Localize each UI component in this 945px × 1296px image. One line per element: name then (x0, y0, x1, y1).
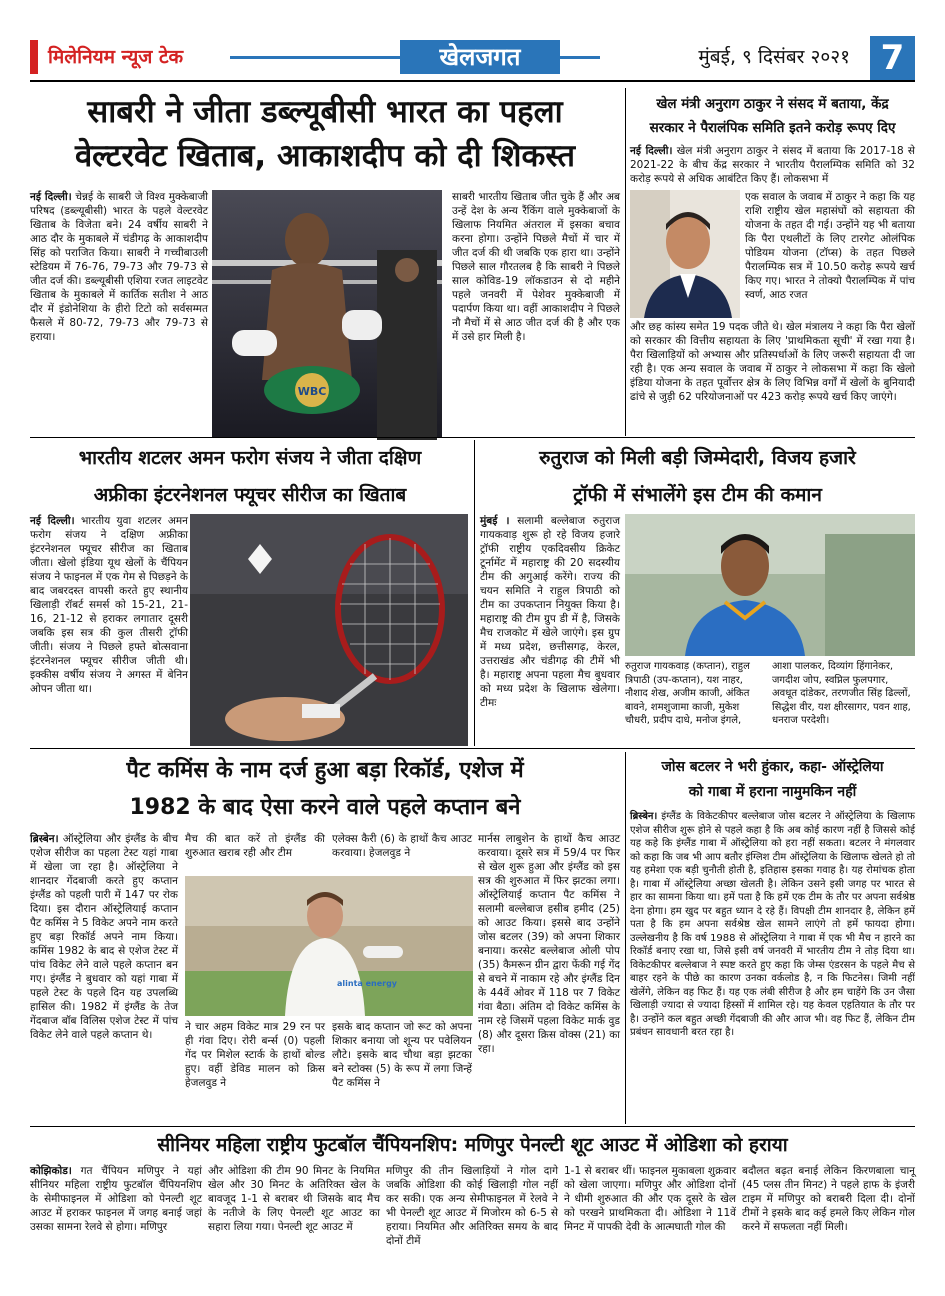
section-divider (30, 437, 915, 438)
anurag-rest: और छह कांस्य समेत 19 पदक जीते थे। खेल मंत्रालय ने कहा कि पैरा खेलों को सरकार की वित्तीय सहायता के लिए 'प्राथमिकता सूची' में रखा गया है। पैरा खिलाड़ियों को अभ्यास और प्रतिस्पर्धाओं के लिए जरूरी सहायता दी जा रही है। एक अन्य सवाल के जवाब में ठाकुर ने लोकसभा में कहा कि खेलो इंडिया योजना के तहत पूर्वोत्तर क्षेत्र के लिए विभिन्न वर्गों में खेलों के बुनियादी ढांचे से जुड़ी 62 परियोजनाओं पर 423 करोड़ रूपये खर्च किए जाएंगे। (630, 321, 915, 403)
masthead-rule (560, 56, 600, 59)
sabri-col1 (30, 190, 208, 434)
sabri-photo (212, 190, 442, 438)
ruturaj-body (480, 514, 620, 744)
cummins-col3-bottom: इसके बाद कप्तान जो रूट को अपना शिकार बनाया जो शून्य पर पवेलियन लौटे। इसके बाद चौथा बड़ा झटका बने स्टोक्स (5) के रूप में लगा जिन्हें पैट कमिंस ने (332, 1021, 472, 1089)
buttler-headline (630, 755, 915, 805)
cummins-photo (185, 876, 473, 1016)
article-text: चेन्नई के साबरी जे विश्व मुक्केबाजी परिषद (डब्ल्यूबीसी) भारत के पहले वेल्टरवेट खिताब के विजेता बने। 24 वर्षीय साबरी ने आठ दौर के मुकाबले में चंडीगढ़ के आकाशदीप सिंह को पराजित किया। साबरी ने गच्चीबाउली स्टेडियम में 76-76, 79-73 और 79-73 से जीत दर्ज की। डब्ल्यूबीसी एशिया रजत लाइटवेट खिताब के मुकाबले में कार्तिक सतीश ने आठ दौर में इंडोनेशिया के हीरो टिटो को सर्वसम्मत फैसले में 80-72, 79-73 और 79-73 से हराया। (30, 191, 208, 343)
aman-headline (30, 440, 470, 514)
dateline: नई दिल्ली। (30, 515, 75, 527)
masthead-rule (230, 56, 400, 59)
ruturaj-photo (625, 514, 915, 656)
headline-line: 1982 के बाद ऐसा करने वाले पहले कप्तान बने (129, 795, 521, 820)
article-text: गत चैंपियन मणिपुर ने यहां सीनियर महिला राष्ट्रीय फुटबॉल चैंपियनशिप के सेमीफाइनल में ओडिशा को पेनल्टी शूट आउट में हराकर फाइनल में जगह बनाई जहां उसका सामना रेलवे से होगा। मणिपुर (30, 1165, 203, 1233)
buttler-body (630, 810, 915, 1122)
football-col3: मणिपुर की तीन खिलाड़ियों ने गोल दागे जबकि ओडिशा की कोई खिलाड़ी गोल नहीं कर सकी। एक अन्य सेमीफाइनल में रेलवे ने भी पेनल्टी शूट आउट में मिजोरम को 6-5 से हराया। नियमित और अतिरिक्त समय के बाद दोनों टीमें (386, 1165, 558, 1247)
dateline: ब्रिस्बेन। (30, 833, 59, 845)
article-text: सलामी बल्लेबाज रुतुराज गायकवाड़ शुरू हो रहे विजय हजारे ट्रॉफी राष्ट्रीय एकदिवसीय क्रिकेट टूर्नामेंट में महाराष्ट्र की 20 सदस्यीय टीम की अगुआई करेंगे। राज्य की चयन समिति ने राहुल त्रिपाठी को टीम का उपकप्तान नियुक्त किया है। महाराष्ट्र की टीम ग्रुप डी में है, जिसके मैच राजकोट में खेले जाएंगे। इस ग्रुप में मध्य प्रदेश, छत्तीसगढ़, केरल, उत्तराखंड और चंडीगढ़ की टीमें भी है। महाराष्ट्र अपना पहला मैच बुधवार को मध्य प्रदेश के खिलाफ खेलेगा। टीमः (480, 515, 620, 709)
minister-photo (630, 190, 740, 318)
page-number: 7 (870, 36, 915, 80)
column-divider (625, 752, 626, 1124)
cummins-headline (30, 752, 620, 826)
headline-line: साबरी ने जीता डब्ल्यूबीसी भारत का पहला (87, 94, 563, 130)
football-col2: और ओडिशा की टीम 90 मिनट के नियमित खेल और 30 मिनट के अतिरिक्त खेल के बावजूद 1-1 से बराबर थी जिसके बाद मैच के नतीजे के लिए पेनल्टी शूट आउट का सहारा लिया गया। पेनल्टी शूट आउट में (208, 1165, 380, 1233)
section-divider (30, 748, 915, 749)
article-text: खेल मंत्री अनुराग ठाकुर ने संसद में बताया कि 2017-18 से 2021-22 के बीच केंद्र सरकार ने भारतीय पैरालम्पिक समिति को 32 करोड़ रूपये से अधिक आबंटित किए हैं। लोकसभा में (630, 145, 915, 185)
dateline: नई दिल्ली। (630, 145, 673, 157)
ruturaj-caption-1: रुतुराज गायकवाड़ (कप्तान), राहुल त्रिपाठी (उप-कप्तान), यश नाहर, नौशाद शेख, अजीम काजी, अंकित बावने, शमशुजामा काजी, मुकेश चौधरी, प्रदीप दाधे, मनोज इंगले, (625, 661, 750, 726)
dateline: नई दिल्ली। (30, 191, 72, 203)
cummins-col1 (30, 832, 178, 1124)
article-text: ऑस्ट्रेलिया और इंग्लैंड के बीच एशेज सीरीज का पहला टेस्ट यहां गाबा में खेला जा रहा है। ऑस्ट्रेलिया ने शानदार गेंदबाजी करते हुए कप्तान इंग्लैंड को पहली पारी में 147 पर रोक दिया। इस दौरान ऑस्ट्रेलियाई कप्तान पैट कमिंस ने 5 विकेट अपने नाम करते हुए बड़ा रिकॉर्ड अपने नाम किया। कमिंस 1982 के बाद से एशेज टेस्ट में पांच विकेट लेने वाले पहले कप्तान बन गए। इंग्लैंड ने बुधवार को यहां गाबा में पहले टेस्ट के पहले दिन यह उपलब्धि हासिल की। 1982 में इंग्लैंड के तेज गेंदबाज बॉब विलिस एशेज टेस्ट में पांच विकेट लेने वाले पहले कप्तान थे। (30, 833, 178, 1041)
anurag-side: एक सवाल के जवाब में ठाकुर ने कहा कि यह राशि राष्ट्रीय खेल महासंघों को सहायता की योजना के तहत दी गई। उन्होंने यह भी बताया कि पैरा एथलीटों के लिए टारगेट ओलंपिक पोडियम योजना (टॉप्स) के तहत पिछले पैरालम्पिक सत्र में 10.50 करोड़ रूपये खर्च किए गए। भारत ने तोक्यो पैरालम्पिक में पांच स्वर्ण, आठ रजत (745, 191, 915, 301)
jersey-logo: alinta energy (337, 979, 398, 988)
cummins-col2-top: मैच की बात करें तो इंग्लैंड की शुरुआत खराब रही और टीम (185, 833, 325, 859)
column-divider (474, 440, 475, 746)
cummins-col3-top: एलेक्स कैरी (6) के हाथों कैच आउट करवाया। हेजलवुड ने (332, 833, 472, 859)
headline-line: रुतुराज को मिली बड़ी जिम्मेदारी, विजय हजारे (539, 447, 856, 469)
headline-line: वेल्टरवेट खिताब, आकाशदीप को दी शिकस्त (74, 138, 576, 174)
headline-line: खेल मंत्री अनुराग ठाकुर ने संसद में बताया, केंद्र (656, 96, 889, 112)
issue-date: मुंबई, ९ दिसंबर २०२१ (698, 46, 850, 68)
anurag-lead (630, 144, 915, 188)
headline-line: को गाबा में हराना नामुमकिन नहीं (688, 784, 857, 800)
dateline: कोझिकोड। (30, 1165, 72, 1177)
dateline: ब्रिस्बेन। (630, 811, 658, 822)
anurag-headline (630, 92, 915, 140)
cummins-col4: मार्नस लाबुशेन के हाथों कैच आउट करवाया। दूसरे सत्र में 59/4 पर फिर से खेल शुरू हुआ और इंग्लैंड को इस सत्र की शुरुआत में फिर झटका लगा। ऑस्ट्रेलियाई कप्तान पैट कमिंस ने सलामी बल्लेबाज हसीब हमीद (25) को आउट किया। इससे बाद उन्होंने जोस बटलर (39) को अपना शिकार बनाया। करसेट बल्लेबाज ओली पोप (35) कैमरून ग्रीन द्वारा फेंकी गई गेंद से बचने में नाकाम रहे और इंग्लैंड दिन के 44वें ओवर में 118 पर 7 विकेट गंवा बैठा। अंतिम दो विकेट कमिंस के नाम रहे जिसमें पहला विकेट मार्क वुड (8) और दूसरा क्रिस वोक्स (21) का रहा। (478, 833, 620, 1055)
sabri-headline (30, 90, 620, 178)
football-col4: 1-1 से बराबर थीं। फाइनल मुकाबला शुक्रवार को खेला जाएगा। मणिपुर और ओडिशा दोनों ने धीमी शुरुआत की और एक दूसरे के खेल को परखने प्राथमिकता दी। ओडिशा ने 11वें मिनट में पापकी देवी के आत्मघाती गोल की (564, 1165, 736, 1233)
headline-line: ट्रॉफी में संभालेंगे इस टीम की कमान (573, 484, 822, 506)
section-divider (30, 1126, 915, 1127)
headline-line: पैट कमिंस के नाम दर्ज हुआ बड़ा रिकॉर्ड, एशेज में (126, 758, 524, 783)
belt-text: WBC (297, 385, 327, 398)
ruturaj-headline (480, 440, 915, 514)
headline-line: जोस बटलर ने भरी हुंकार, कहा- ऑस्ट्रेलिया (661, 759, 884, 775)
section-title: खेलजगत (400, 40, 560, 74)
masthead-divider (30, 80, 915, 82)
headline-line: भारतीय शटलर अमन फरोग संजय ने जीता दक्षिण (78, 447, 422, 469)
badminton-photo (190, 514, 468, 746)
paper-name: मिलेनियम न्यूज टेक (30, 40, 230, 74)
aman-body (30, 514, 188, 744)
article-text: इंग्लैंड के विकेटकीपर बल्लेबाज जोस बटलर ने ऑस्ट्रेलिया के खिलाफ एशेज सीरीज शुरू होने से पहले कहा है कि अब कोई कारण नहीं है जिससे कोई यह कहे कि इंग्लैंड गाबा में ऑस्ट्रेलिया को हरा नहीं सकता। बटलर ने मंगलवार को कहा कि जब भी आप बतौर इंग्लिश टीम ऑस्ट्रेलिया के खिलाफ खेलते हो तो यह हमेशा एक बड़ी चुनौती होती है, इतिहास इसका गवाह है। यह रोमांचक होता है। गाबा में ऑस्ट्रेलिया अच्छा खेलती है। लेकिन उसने इसी जगह पर भारत से हार का सामना किया था। हमें पता है कि हमें एक टीम के तौर पर अपना सर्वश्रेष्ठ देना होगा। हम खुद पर बहुत ध्यान दे रहे हैं। विपक्षी टीम शानदार है, लेकिन हमें पता है कि हम अपना सर्वश्रेष्ठ खेल सामने लाएंगे तो हमें फायदा होगा। उल्लेखनीय है कि वर्ष 1988 से ऑस्ट्रेलिया ने गाबा में एक भी मैच न हारने का रिकॉर्ड बनाए रखा था, जिसे इसी वर्ष जनवरी में भारतीय टीम ने तोड़ दिया था। विकेटकीपर बल्लेबाज ने स्पष्ट करते हुए कहा कि जेम्स एंडरसन के पहले मैच से बाहर रहने के पीछे का कारण उनका वर्कलोड है, न कि फिटनेस। जिमी नहीं खेलेंगे, लेकिन वह फिट हैं। यह एक लंबी सीरीज है और हम चाहेंगे कि उन जैसा खिलाड़ी ज्यादा से ज्यादा हिस्सों में शामिल रहे। यह केवल एहतियात के तौर पर है। उन्होंने कल बहुत अच्छी गेंदबाजी की और आज भी। वह फिट हैं, लेकिन टीम प्रबंधन सावधानी बरत रहा है। (630, 811, 915, 1038)
ruturaj-caption-2: आशा पालकर, दिव्यांग हिंगानेकर, जगदीश जोप, स्वप्निल फुलपगार, अवधूत दांडेकर, तरणजीत सिंह ढिल्लों, सिद्धेश वीर, यश क्षीरसागर, पवन शाह, धनराज परदेशी। (772, 661, 911, 726)
headline-line: अफ्रीका इंटरनेशनल फ्यूचर सीरीज का खिताब (93, 484, 407, 506)
football-headline: सीनियर महिला राष्ट्रीय फुटबॉल चैंपियनशिप: मणिपुर पेनल्टी शूट आउट में ओडिशा को हराया (157, 1134, 788, 1156)
football-col1 (30, 1164, 202, 1236)
football-col5: बदौलत बढ़त बनाई लेकिन किरणबाला चानू (45 प्लस तीन मिनट) ने पहले हाफ के इंजरी टाइम में मणिपुर को बराबरी दिला दी। दोनों टीमों ने इसके बाद कई हमले किए लेकिन गोल करने में सफलता नहीं मिली। (742, 1165, 915, 1233)
column-divider (625, 88, 626, 436)
article-text: भारतीय युवा शटलर अमन फरोग संजय ने दक्षिण अफ्रीका इंटरनेशनल फ्यूचर सीरीज का खिताब जीता। खेलो इंडिया यूथ खेलों के चैंपियन संजय ने फाइनल में एक गेम से पिछड़ने के बाद जबरदस्त वापसी करते हुए स्थानीय खिलाड़ी रॉबर्ट समर्स को 15-21, 21-16, 21-12 से हराकर लगातार दूसरी जबकि इस सत्र की कुल तीसरी ट्रॉफी जीती। संजय ने पिछले हफ्ते बोत्सवाना इंटरनेशनल फ्यूचर सीरीज जीती थी। इक्कीस वर्षीय संजय ने अगस्त में बेनिन ओपन जीता था। (30, 515, 188, 695)
sabri-col2: साबरी भारतीय खिताब जीत चुके हैं और अब उन्हें देश के अन्य रैंकिंग वाले मुक्केबाजों के खिलाफ नियमित अंतराल में इसका बचाव करना होगा। उन्होंने पिछले मैचों में चार में जीत दर्ज की थी जबकि एक हारा था। उन्होंने पिछले साल गौरतलब है कि साबरी ने पिछले साल कोविड-19 लॉकडाउन से दो महीने पहले जनवरी में पेशेवर मुक्केबाजी में पदार्पण किया था। वहीं आकाशदीप ने पिछले नौ मैचों में से आठ जीत दर्ज की है और एक में उसे हार मिली है। (452, 191, 620, 343)
dateline: मुंबई । (480, 515, 510, 527)
headline-line: सरकार ने पैरालंपिक समिति इतने करोड़ रूपए दिए (649, 120, 896, 136)
cummins-col2-bottom: ने चार अहम विकेट मात्र 29 रन पर ही गंवा दिए। रोरी बर्न्स (0) पहली गेंद पर मिशेल स्टार्क के हाथों बोल्ड हुए। वहीं डेविड मालन को क्रिस हेजलवुड ने (185, 1021, 325, 1089)
